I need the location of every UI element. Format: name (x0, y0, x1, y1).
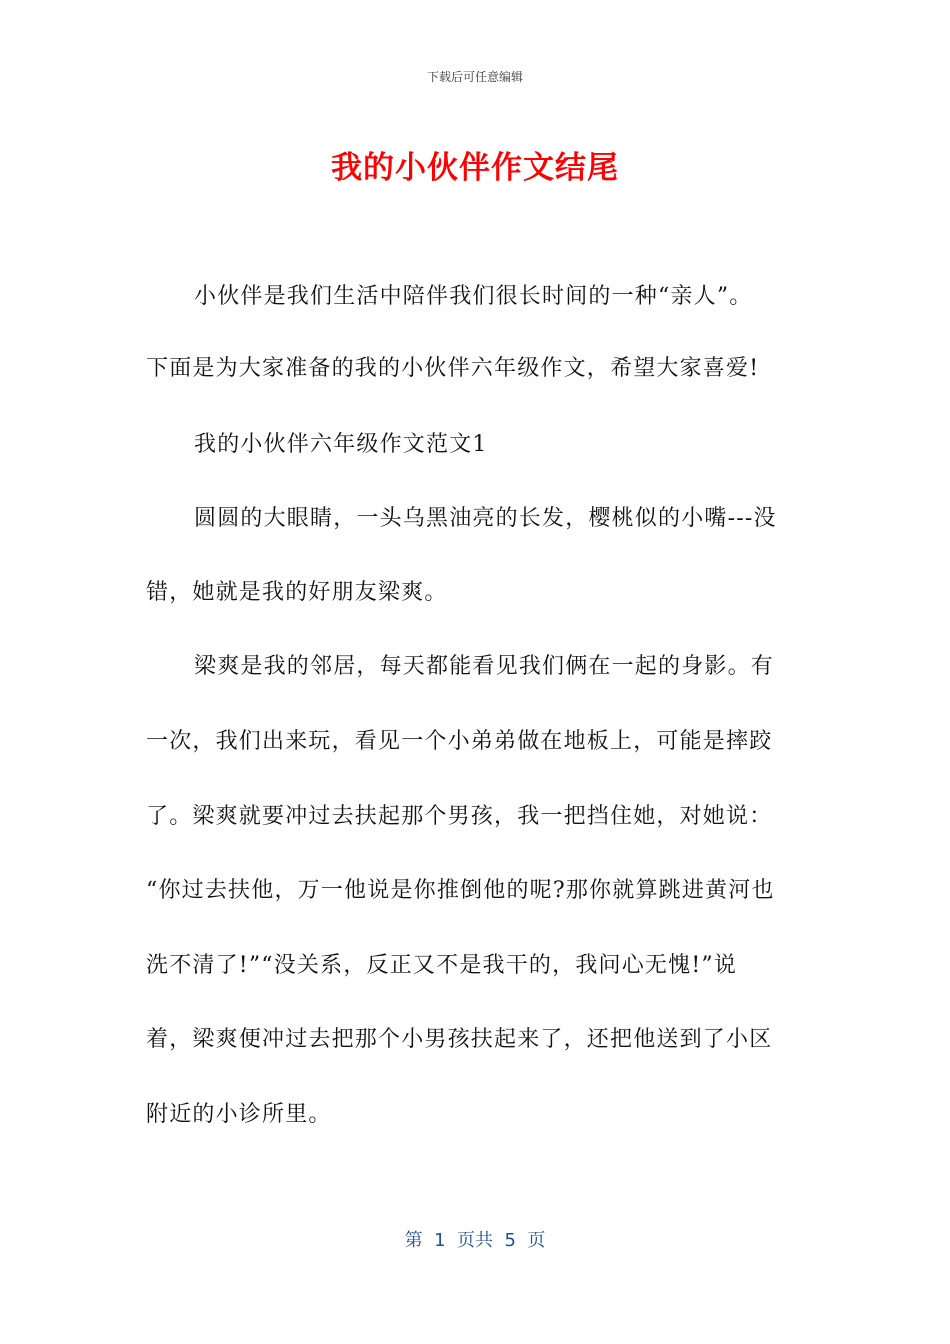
header-note: 下载后可任意编辑 (426, 70, 523, 84)
body-line-6: 梁爽是我的邻居，每天都能看见我们俩在一起的身影。有 (194, 654, 775, 679)
body-line-11: 着，梁爽便冲过去把那个小男孩扶起来了，还把他送到了小区 (146, 1027, 773, 1052)
page-footer: 第 1 页共 5 页 (404, 1230, 546, 1251)
body-line-5: 错，她就是我的好朋友梁爽。 (146, 580, 448, 605)
body-line-12: 附近的小诊所里。 (146, 1102, 332, 1127)
body-line-1: 小伙伴是我们生活中陪伴我们很长时间的一种“亲人”。 (194, 284, 753, 309)
body-line-4: 圆圆的大眼睛，一头乌黑油亮的长发，樱桃似的小嘴---没 (194, 506, 777, 531)
body-line-9: “你过去扶他，万一他说是你推倒他的呢?那你就算跳进黄河也 (146, 878, 775, 903)
body-line-10: 洗不清了!”“没关系，反正又不是我干的，我问心无愧!”说 (146, 953, 738, 978)
section-heading: 我的小伙伴六年级作文范文1 (194, 432, 488, 457)
body-line-2: 下面是为大家准备的我的小伙伴六年级作文，希望大家喜爱! (146, 356, 760, 381)
body-line-8: 了。梁爽就要冲过去扶起那个男孩，我一把挡住她，对她说： (146, 804, 773, 829)
body-line-7: 一次，我们出来玩，看见一个小弟弟做在地板上，可能是摔跤 (146, 729, 773, 754)
document-title: 我的小伙伴作文结尾 (331, 150, 619, 186)
